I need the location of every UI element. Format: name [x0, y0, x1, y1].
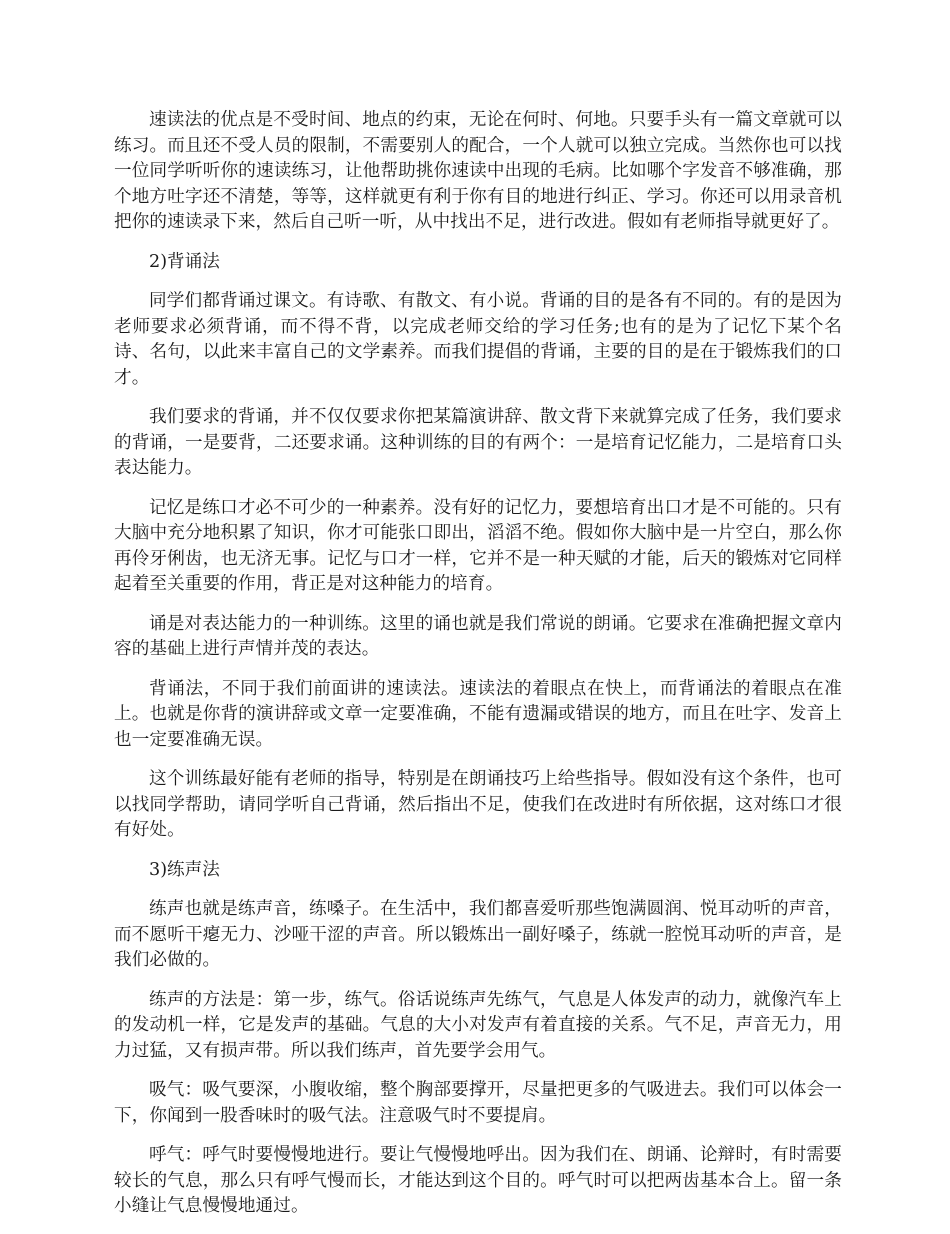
section-heading-recitation: 2)背诵法 [149, 251, 220, 272]
paragraph-exhale: 呼气：呼气时要慢慢地进行。要让气慢慢地呼出。因为我们在、朗诵、论辩时，有时需要较长的气息，那么只有呼气慢而长，才能达到这个目的。呼气时可以把两齿基本合上。留一条小缝让气息慢慢地通过。 [114, 1145, 842, 1216]
paragraph-recitation-requirements: 我们要求的背诵，并不仅仅要求你把某篇演讲辞、散文背下来就算完成了任务，我们要求的背诵，一是要背，二还要求诵。这种训练的目的有两个：一是培育记忆能力，二是培育口头表达能力。 [114, 407, 842, 478]
paragraph-recitation-vs-speed-reading: 背诵法，不同于我们前面讲的速读法。速读法的着眼点在快上，而背诵法的着眼点在准上。也就是你背的演讲辞或文章一定要准确，不能有遗漏或错误的地方，而且在吐字、发音上也一定要准确无误。 [114, 678, 842, 750]
paragraph-memory: 记忆是练口才必不可少的一种素养。没有好的记忆力，要想培育出口才是不可能的。只有大脑中充分地积累了知识，你才可能张口即出，滔滔不绝。假如你大脑中是一片空白，那么你再伶牙俐齿，也无济无事。记忆与口才一样，它并不是一种天赋的才能，后天的锻炼对它同样起着至关重要的作用，背正是对这种能力的培育。 [114, 497, 842, 594]
paragraph-recitation-intro: 同学们都背诵过课文。有诗歌、有散文、有小说。背诵的目的是各有不同的。有的是因为老师要求必须背诵，而不得不背，以完成老师交给的学习任务;也有的是为了记忆下某个名诗、名句，以此来丰富自己的文学素养。而我们提倡的背诵，主要的目的是在于锻炼我们的口才。 [114, 291, 842, 388]
paragraph-inhale: 吸气：吸气要深，小腹收缩，整个胸部要撑开，尽量把更多的气吸进去。我们可以体会一下，你闻到一股香味时的吸气法。注意吸气时不要提肩。 [114, 1080, 842, 1126]
document-body [114, 108, 842, 1234]
paragraph-teacher-guidance: 这个训练最好能有老师的指导，特别是在朗诵技巧上给些指导。假如没有这个条件，也可以找同学帮助，请同学听自己背诵，然后指出不足，使我们在改进时有所依据，这对练口才很有好处。 [114, 769, 842, 840]
section-heading-voice-training: 3)练声法 [149, 859, 220, 880]
paragraph-breath-training: 练声的方法是：第一步，练气。俗话说练声先练气，气息是人体发声的动力，就像汽车上的发动机一样，它是发声的基础。气息的大小对发声有着直接的关系。气不足，声音无力，用力过猛，又有损声带。所以我们练声，首先要学会用气。 [114, 989, 842, 1061]
paragraph-speed-reading-advantages: 速读法的优点是不受时间、地点的约束，无论在何时、何地。只要手头有一篇文章就可以练习。而且还不受人员的限制，不需要别人的配合，一个人就可以独立完成。当然你也可以找一位同学听听你的速读练习，让他帮助挑你速读中出现的毛病。比如哪个字发音不够准确，那个地方吐字还不清楚，等等，这样就更有利于你有目的地进行纠正、学习。你还可以用录音机把你的速读录下来，然后自己听一听，从中找出不足，进行改进。假如有老师指导就更好了。 [114, 110, 842, 232]
paragraph-recital-expression: 诵是对表达能力的一种训练。这里的诵也就是我们常说的朗诵。它要求在准确把握文章内容的基础上进行声情并茂的表达。 [114, 613, 842, 659]
paragraph-voice-training-intro: 练声也就是练声音，练嗓子。在生活中，我们都喜爱听那些饱满圆润、悦耳动听的声音，而不愿听干瘪无力、沙哑干涩的声音。所以锻炼出一副好嗓子，练就一腔悦耳动听的声音，是我们必做的。 [114, 899, 842, 970]
